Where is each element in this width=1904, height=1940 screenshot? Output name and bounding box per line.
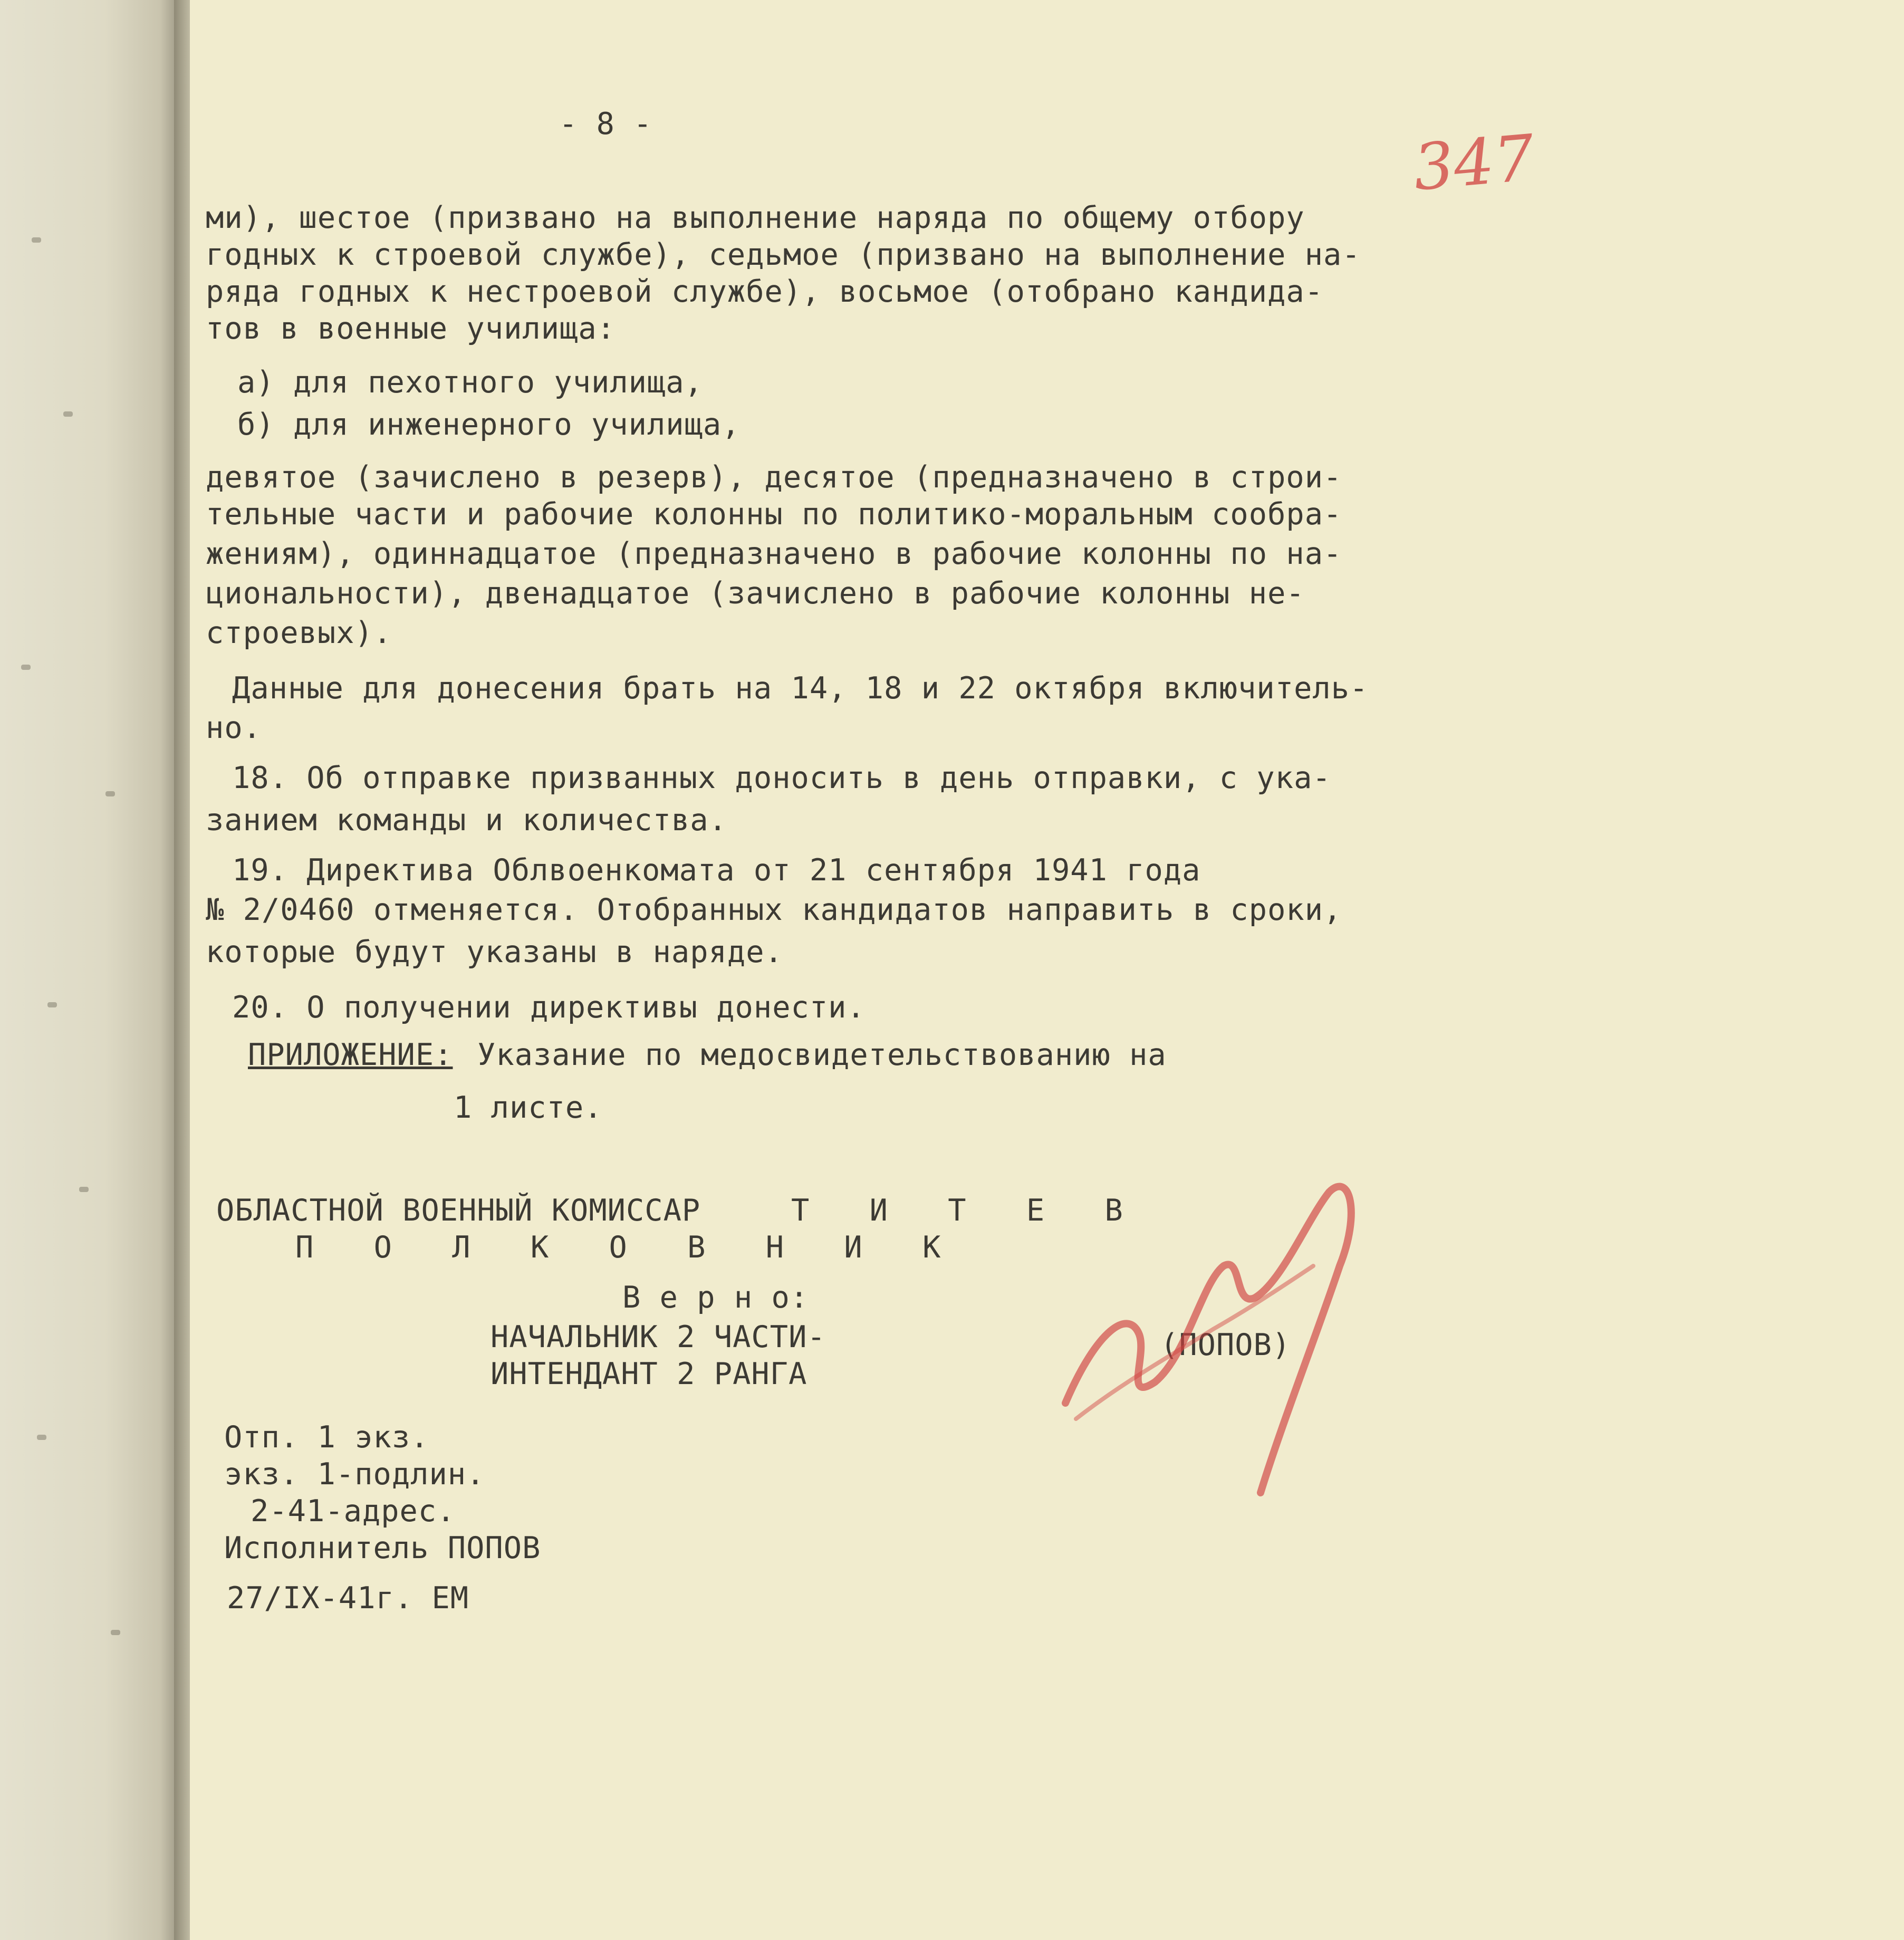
body-line: годных к строевой службе), седьмое (призвано на выполнение на-: [206, 237, 1361, 272]
body-line: но.: [206, 710, 262, 745]
footer-line: Исполнитель ПОПОВ: [224, 1531, 541, 1566]
body-line: занием команды и количества.: [206, 803, 727, 838]
body-line: ми), шестое (призвано на выполнение наряда по общему отбору: [206, 200, 1305, 235]
item-19: 19. Директива Облвоенкомата от 21 сентября 1941 года: [232, 853, 1201, 888]
chief-rank: ИНТЕНДАНТ 2 РАНГА: [491, 1357, 807, 1391]
body-line: Данные для донесения брать на 14, 18 и 22 октября включитель-: [232, 671, 1369, 706]
signer-title: ОБЛАСТНОЙ ВОЕННЫЙ КОМИССАР: [216, 1193, 701, 1228]
attachment-text: Указание по медосвидетельствованию на: [477, 1038, 1167, 1072]
archive-number-pencil: 347: [1410, 121, 1537, 205]
body-line: которые будут указаны в наряде.: [206, 935, 783, 969]
document-page: [190, 0, 1904, 1940]
attachment-text: 1 листе.: [454, 1090, 603, 1125]
left-page-mark: [37, 1435, 46, 1440]
left-page-mark: [105, 791, 115, 796]
footer-line: экз. 1-подлин.: [224, 1457, 485, 1492]
list-item-a: а) для пехотного училища,: [237, 365, 703, 400]
item-20: 20. О получении директивы донести.: [232, 990, 866, 1025]
body-line: ряда годных к нестроевой службе), восьмое (отобрано кандида-: [206, 274, 1324, 309]
attachment-label: ПРИЛОЖЕНИЕ:: [248, 1038, 453, 1072]
chief-name: (ПОПОВ): [1160, 1328, 1291, 1362]
body-line: циональности), двенадцатое (зачислено в рабочие колонны не-: [206, 576, 1305, 611]
signer-surname: Т И Т Е В: [791, 1193, 1144, 1228]
list-item-b: б) для инженерного училища,: [237, 407, 741, 442]
certified-true-label: В е р н о:: [622, 1280, 809, 1315]
body-line: жениям), одиннадцатое (предназначено в рабочие колонны по на-: [206, 536, 1342, 571]
left-page-mark: [32, 237, 41, 243]
body-line: тов в военные училища:: [206, 311, 616, 346]
body-line: тельные части и рабочие колонны по политико-моральным сообра-: [206, 497, 1342, 532]
body-line: девятое (зачислено в резерв), десятое (предназначено в строи-: [206, 460, 1342, 495]
left-page-mark: [21, 665, 31, 670]
signer-rank: П О Л К О В Н И К: [295, 1230, 962, 1265]
body-line: строевых).: [206, 616, 392, 650]
left-adjacent-page: [0, 0, 174, 1940]
footer-line: 2-41-адрес.: [251, 1494, 456, 1529]
handwritten-signature: [1034, 1108, 1403, 1519]
left-page-mark: [111, 1630, 120, 1635]
chief-title: НАЧАЛЬНИК 2 ЧАСТИ-: [491, 1320, 826, 1355]
page-number: - 8 -: [559, 107, 652, 141]
footer-line: 27/IX-41г. ЕМ: [227, 1581, 469, 1616]
left-page-mark: [47, 1002, 57, 1007]
left-page-mark: [79, 1187, 89, 1192]
left-page-mark: [63, 411, 73, 417]
item-18: 18. Об отправке призванных доносить в день отправки, с ука-: [232, 761, 1331, 795]
body-line: № 2/0460 отменяется. Отобранных кандидатов направить в сроки,: [206, 892, 1342, 927]
footer-line: Отп. 1 экз.: [224, 1420, 429, 1455]
